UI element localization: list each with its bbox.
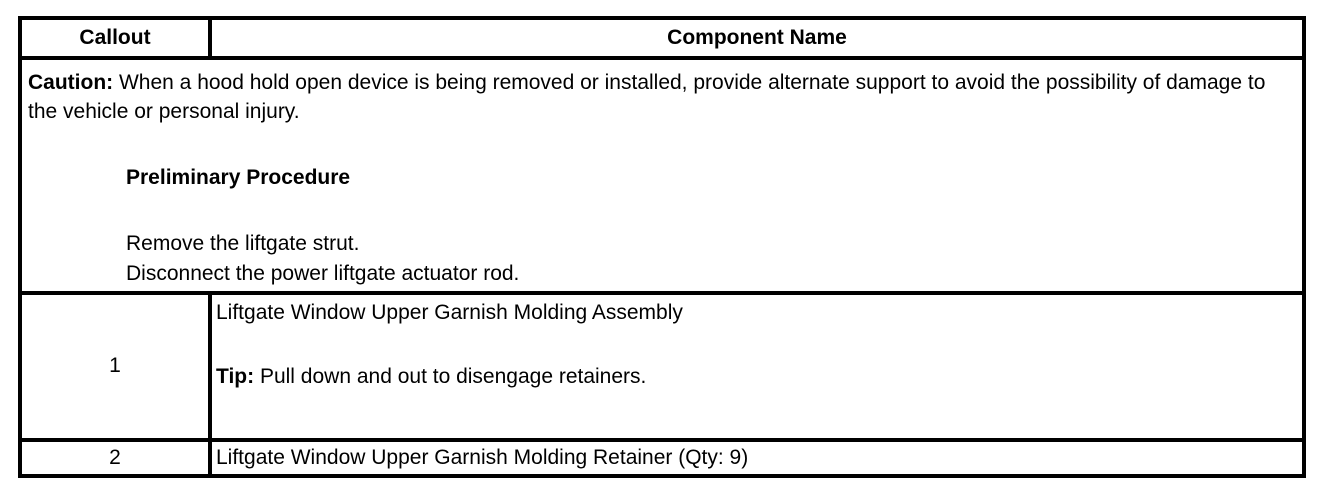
preliminary-procedure-steps — [126, 229, 1296, 289]
caution-row — [20, 58, 1304, 293]
component-name: Liftgate Window Upper Garnish Molding Retainer (Qty: 9) — [210, 440, 1304, 476]
procedure-step: Disconnect the power liftgate actuator rod. — [126, 262, 520, 286]
caution-cell — [20, 58, 1304, 293]
tip-note — [216, 365, 1302, 389]
callout-number: 2 — [20, 440, 210, 476]
component-name-cell — [210, 293, 1304, 440]
tip-text: Pull down and out to disengage retainers. — [254, 364, 647, 388]
callout-number: 1 — [20, 293, 210, 440]
table-header-row — [20, 18, 1304, 58]
caution-notice — [28, 60, 1296, 126]
component-name-column-header: Component Name — [210, 18, 1304, 58]
procedure-step: Remove the liftgate strut. — [126, 232, 360, 256]
tip-label: Tip: — [216, 364, 255, 388]
component-table — [18, 16, 1306, 478]
callout-column-header: Callout — [20, 18, 210, 58]
component-name: Liftgate Window Upper Garnish Molding Assembly — [216, 300, 683, 324]
caution-label: Caution: — [28, 71, 114, 95]
table-row — [20, 440, 1304, 476]
preliminary-procedure-heading: Preliminary Procedure — [126, 166, 351, 190]
table-row — [20, 293, 1304, 440]
caution-text: When a hood hold open device is being removed or installed, provide alternate support to avoid the possibility of damage to the vehicle or personal injury. — [28, 71, 1266, 124]
